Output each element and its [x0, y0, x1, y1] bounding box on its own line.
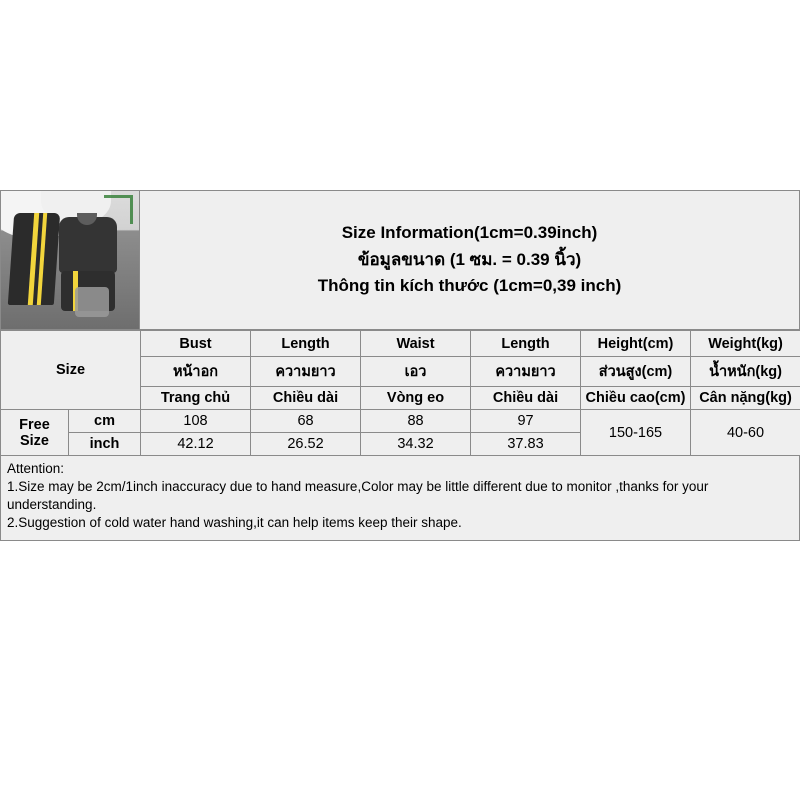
value-length-inch: 26.52: [251, 433, 361, 456]
value-length2-inch: 37.83: [471, 433, 581, 456]
header-length-en: Length: [251, 331, 361, 357]
header-length-th: ความยาว: [251, 357, 361, 387]
photo-shirt: [59, 217, 117, 273]
table-row-header-en: [1, 331, 800, 357]
attention-block: [0, 456, 800, 541]
value-bust-inch: 42.12: [141, 433, 251, 456]
value-length-cm: 68: [251, 410, 361, 433]
header-waist-vi: Vòng eo: [361, 387, 471, 410]
table-row-cm: [1, 410, 800, 433]
value-height-range: 150-165: [581, 410, 691, 456]
value-length2-cm: 97: [471, 410, 581, 433]
chart-header-block: [0, 190, 800, 330]
header-weight-en: Weight(kg): [691, 331, 800, 357]
header-weight-th: น้ำหนัก(kg): [691, 357, 800, 387]
value-waist-inch: 34.32: [361, 433, 471, 456]
value-bust-cm: 108: [141, 410, 251, 433]
value-weight-range: 40-60: [691, 410, 800, 456]
title-block: [140, 190, 800, 330]
attention-line-2: 2.Suggestion of cold water hand washing,it can help items keep their shape.: [7, 514, 462, 530]
attention-heading: Attention:: [7, 461, 65, 476]
size-label-cell: Size: [1, 331, 141, 410]
measurements-table: [0, 330, 800, 456]
photo-bag: [75, 287, 109, 317]
header-weight-vi: Cân nặng(kg): [691, 387, 800, 410]
unit-inch: inch: [69, 433, 141, 456]
title-thai: ข้อมูลขนาด (1 ซม. = 0.39 นิ้ว): [357, 249, 582, 269]
header-waist-en: Waist: [361, 331, 471, 357]
header-bust-vi: Trang chủ: [141, 387, 251, 410]
photo-jacket: [8, 213, 60, 305]
header-height-en: Height(cm): [581, 331, 691, 357]
unit-cm: cm: [69, 410, 141, 433]
title-english: Size Information(1cm=0.39inch): [341, 223, 598, 243]
size-chart: [0, 190, 800, 530]
header-length2-th: ความยาว: [471, 357, 581, 387]
header-waist-th: เอว: [361, 357, 471, 387]
header-bust-th: หน้าอก: [141, 357, 251, 387]
value-waist-cm: 88: [361, 410, 471, 433]
product-photo: [0, 190, 140, 330]
header-height-vi: Chiều cao(cm): [581, 387, 691, 410]
header-length2-vi: Chiều dài: [471, 387, 581, 410]
row-label-free-size: Free Size: [1, 410, 69, 456]
header-length-vi: Chiều dài: [251, 387, 361, 410]
title-vietnamese: Thông tin kích thước (1cm=0,39 inch): [317, 276, 622, 296]
header-bust-en: Bust: [141, 331, 251, 357]
header-height-th: ส่วนสูง(cm): [581, 357, 691, 387]
attention-line-1: 1.Size may be 2cm/1inch inaccuracy due to hand measure,Color may be little different due to monitor ,thanks for your understanding.: [7, 478, 709, 512]
header-length2-en: Length: [471, 331, 581, 357]
